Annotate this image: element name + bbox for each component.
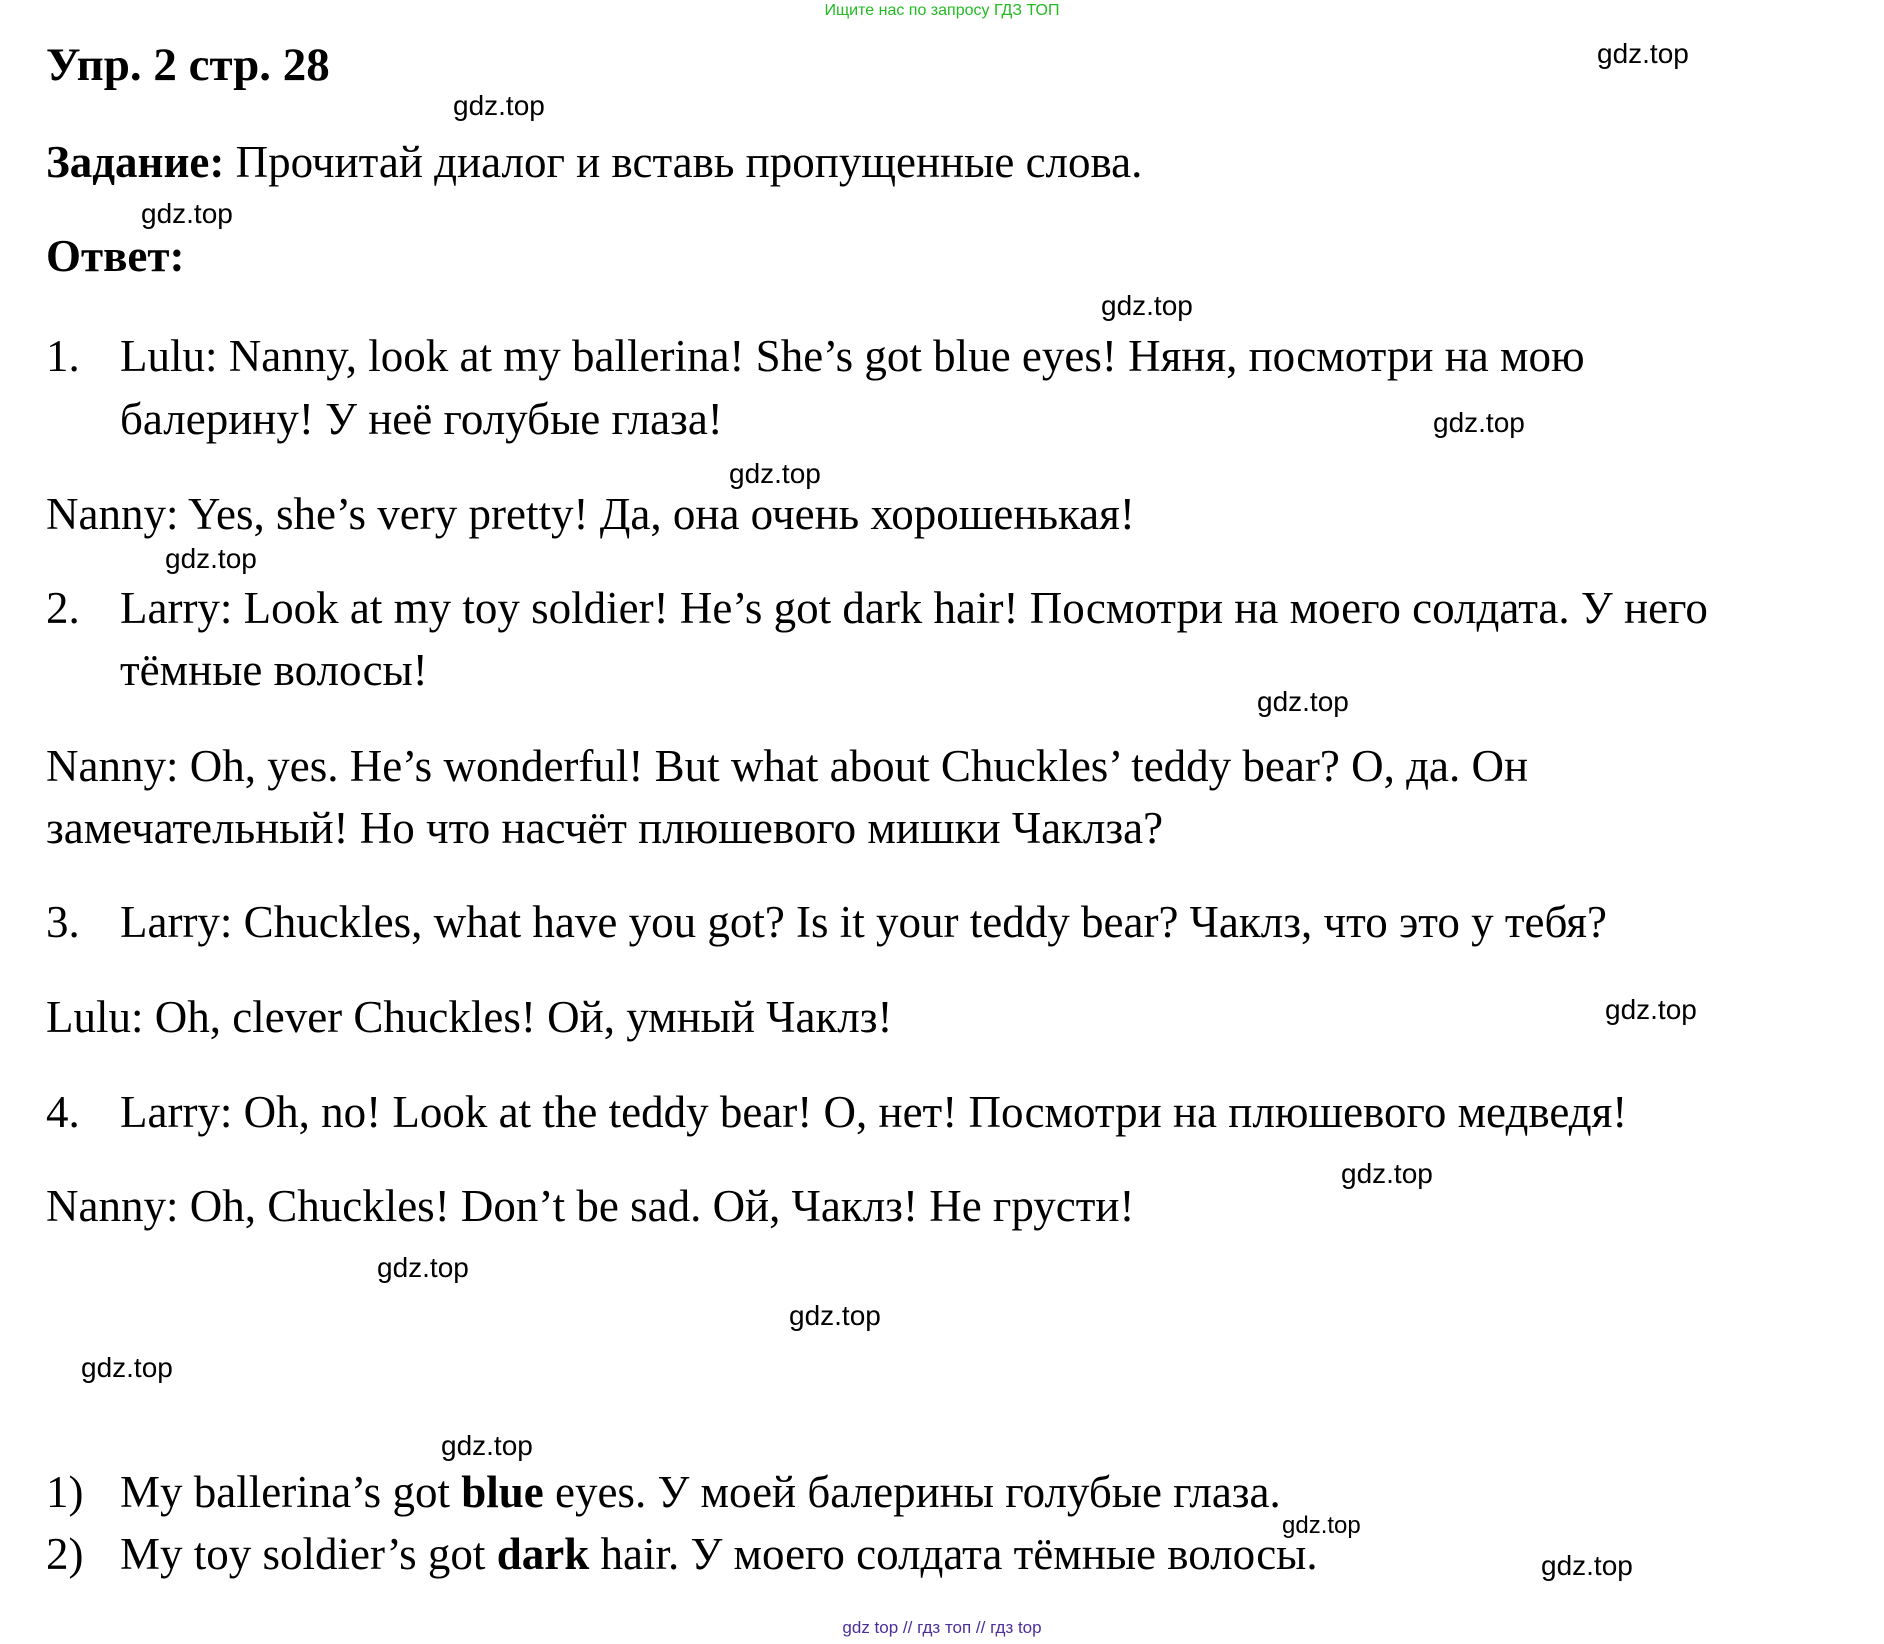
watermark: gdz.top [1541, 1550, 1633, 1581]
watermark: gdz.top [453, 90, 545, 121]
list-number: 3. [46, 897, 80, 947]
watermark: gdz.top [729, 458, 821, 489]
watermark: gdz.top [1101, 290, 1193, 321]
answer-item-2 [46, 1528, 1318, 1580]
watermark: gdz.top [1433, 407, 1525, 438]
watermark: gdz.top [1597, 38, 1689, 69]
dialog-line-1 [46, 330, 1585, 382]
answer-text: My toy soldier’s got [120, 1529, 497, 1579]
dialog-line-3 [46, 896, 1607, 948]
dialog-text: Larry: Look at my toy soldier! He’s got dark hair! Посмотри на моего солдата. У него [120, 583, 1708, 633]
dialog-line-1-continued: балерину! У неё голубые глаза! [120, 394, 723, 444]
watermark: gdz.top [789, 1300, 881, 1331]
list-number: 4. [46, 1087, 80, 1137]
answer-text: hair. У моего солдата тёмные волосы. [589, 1529, 1318, 1579]
watermark: gdz.top [81, 1352, 173, 1383]
dialog-nanny-2-continued: замечательный! Но что насчёт плюшевого мишки Чаклза? [46, 803, 1164, 853]
dialog-nanny-1: Nanny: Yes, she’s very pretty! Да, она очень хорошенькая! [46, 489, 1135, 539]
watermark: gdz.top [165, 543, 257, 574]
page-title: Упр. 2 стр. 28 [46, 39, 330, 91]
dialog-line-2 [46, 582, 1708, 634]
watermark: gdz.top [377, 1252, 469, 1283]
dialog-lulu-3: Lulu: Oh, clever Chuckles! Ой, умный Чаклз! [46, 992, 893, 1042]
answer-word: blue [461, 1467, 544, 1517]
list-number: 1. [46, 331, 80, 381]
list-number: 2. [46, 583, 80, 633]
footer-links: gdz top // гдз топ // гдз top [842, 1618, 1042, 1637]
list-number: 2) [46, 1529, 84, 1579]
dialog-line-4 [46, 1086, 1627, 1138]
dialog-nanny-2: Nanny: Oh, yes. He’s wonderful! But what about Chuckles’ teddy bear? О, да. Он [46, 741, 1529, 791]
answer-item-1 [46, 1466, 1281, 1518]
task-statement [46, 136, 1142, 188]
watermark: gdz.top [441, 1430, 533, 1461]
task-label: Задание: [46, 137, 225, 187]
dialog-text: Larry: Chuckles, what have you got? Is it your teddy bear? Чаклз, что это у тебя? [120, 897, 1607, 947]
answer-text: My ballerina’s got [120, 1467, 462, 1517]
dialog-text: Larry: Oh, no! Look at the teddy bear! О, нет! Посмотри на плюшевого медведя! [120, 1087, 1628, 1137]
answer-label: Ответ: [46, 231, 185, 281]
task-text: Прочитай диалог и вставь пропущенные слова. [224, 137, 1143, 187]
watermark: gdz.top [1605, 994, 1697, 1025]
answer-word: dark [496, 1529, 590, 1579]
watermark: gdz.top [1282, 1512, 1361, 1539]
answer-text: eyes. У моей балерины голубые глаза. [543, 1467, 1281, 1517]
dialog-line-2-continued: тёмные волосы! [120, 645, 428, 695]
top-banner: Ищите нас по запросу ГДЗ ТОП [824, 2, 1060, 19]
dialog-text: Lulu: Nanny, look at my ballerina! She’s got blue eyes! Няня, посмотри на мою [120, 331, 1585, 381]
list-number: 1) [46, 1467, 84, 1517]
watermark: gdz.top [141, 198, 233, 229]
dialog-nanny-4: Nanny: Oh, Chuckles! Don’t be sad. Ой, Чаклз! Не грусти! [46, 1181, 1135, 1231]
watermark: gdz.top [1257, 686, 1349, 717]
watermark: gdz.top [1341, 1158, 1433, 1189]
